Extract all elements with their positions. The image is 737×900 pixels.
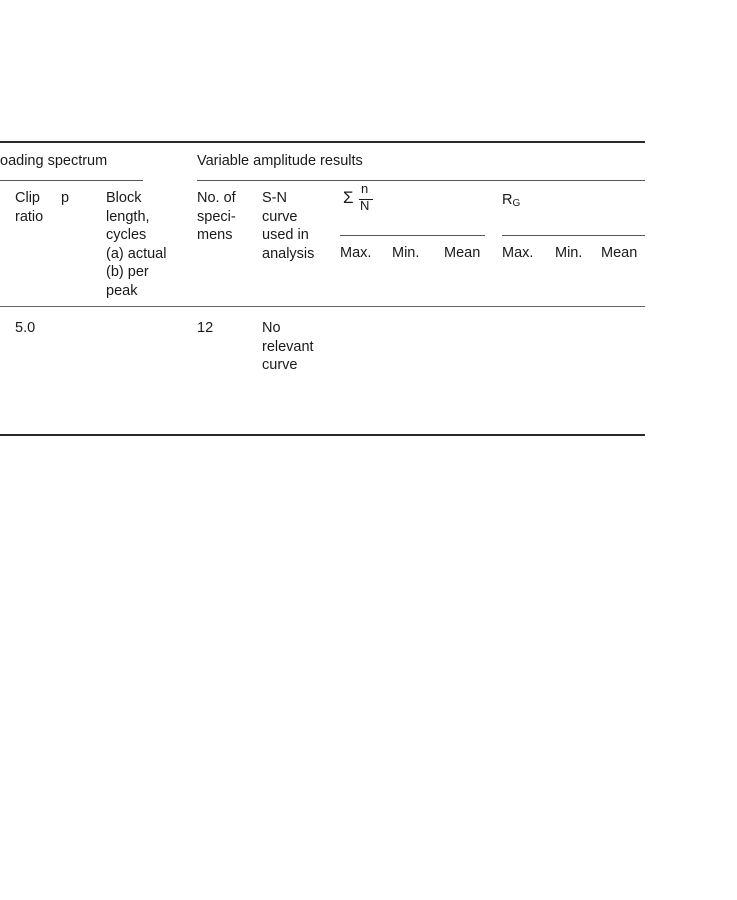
- rg-header: [502, 191, 520, 214]
- variable-amplitude-header: Variable amplitude results: [197, 153, 363, 169]
- no-of-specimens-header-line: speci-: [197, 208, 236, 225]
- table-top-rule: [0, 141, 645, 143]
- loading-spectrum-header: oading spectrum: [0, 153, 108, 169]
- row-sn-curve-line: No: [262, 320, 281, 336]
- rg-subgroup-underline: [502, 235, 645, 236]
- sum-n-over-N-header: [343, 181, 383, 218]
- block-length-header-line: Block: [106, 190, 142, 206]
- sum-min-header: Min.: [392, 245, 420, 261]
- no-of-specimens-header-line: mens: [197, 227, 233, 243]
- block-length-header: [106, 189, 166, 300]
- sn-curve-header: [262, 189, 314, 263]
- block-length-header-line: cycles: [106, 227, 147, 243]
- clip-ratio-header-line: ratio: [15, 208, 44, 225]
- rg-min-header: Min.: [555, 245, 583, 261]
- no-of-specimens-header-line: No. of: [197, 190, 236, 206]
- no-of-specimens-header: [197, 189, 236, 245]
- fraction-numerator: n: [361, 181, 369, 196]
- sn-curve-header-line: used in: [262, 227, 309, 243]
- block-length-header-line: length,: [106, 208, 150, 225]
- rg-subscript: G: [512, 198, 521, 209]
- rg-main: R: [502, 192, 513, 208]
- clip-ratio-header: [15, 189, 43, 226]
- variable-amplitude-underline: [197, 180, 645, 181]
- sum-mean-header: Mean: [444, 245, 481, 261]
- row-sn-curve-line: curve: [262, 357, 298, 373]
- row-sn-curve-line: relevant: [262, 338, 314, 355]
- loading-spectrum-underline: [0, 180, 143, 181]
- p-header: p: [61, 190, 70, 206]
- sum-max-header: Max.: [340, 245, 372, 261]
- fraction-denominator: N: [360, 198, 370, 213]
- block-length-header-line: (a) actual: [106, 245, 167, 262]
- table-bottom-rule: [0, 434, 645, 436]
- row-no-of-specimens-value: 12: [197, 320, 214, 336]
- sn-curve-header-line: analysis: [262, 245, 315, 262]
- sn-curve-header-line: curve: [262, 208, 298, 225]
- clip-ratio-header-line: Clip: [15, 190, 40, 206]
- sn-curve-header-line: S-N: [262, 190, 287, 206]
- rg-max-header: Max.: [502, 245, 534, 261]
- header-bottom-rule: [0, 306, 645, 307]
- block-length-header-line: (b) per: [106, 264, 149, 280]
- block-length-header-line: peak: [106, 282, 138, 299]
- row-clip-ratio-value: 5.0: [15, 320, 36, 336]
- rg-mean-header: Mean: [601, 245, 638, 261]
- sigma-symbol: Σ: [343, 188, 354, 207]
- sum-subgroup-underline: [340, 235, 485, 236]
- row-sn-curve-value: [262, 319, 314, 375]
